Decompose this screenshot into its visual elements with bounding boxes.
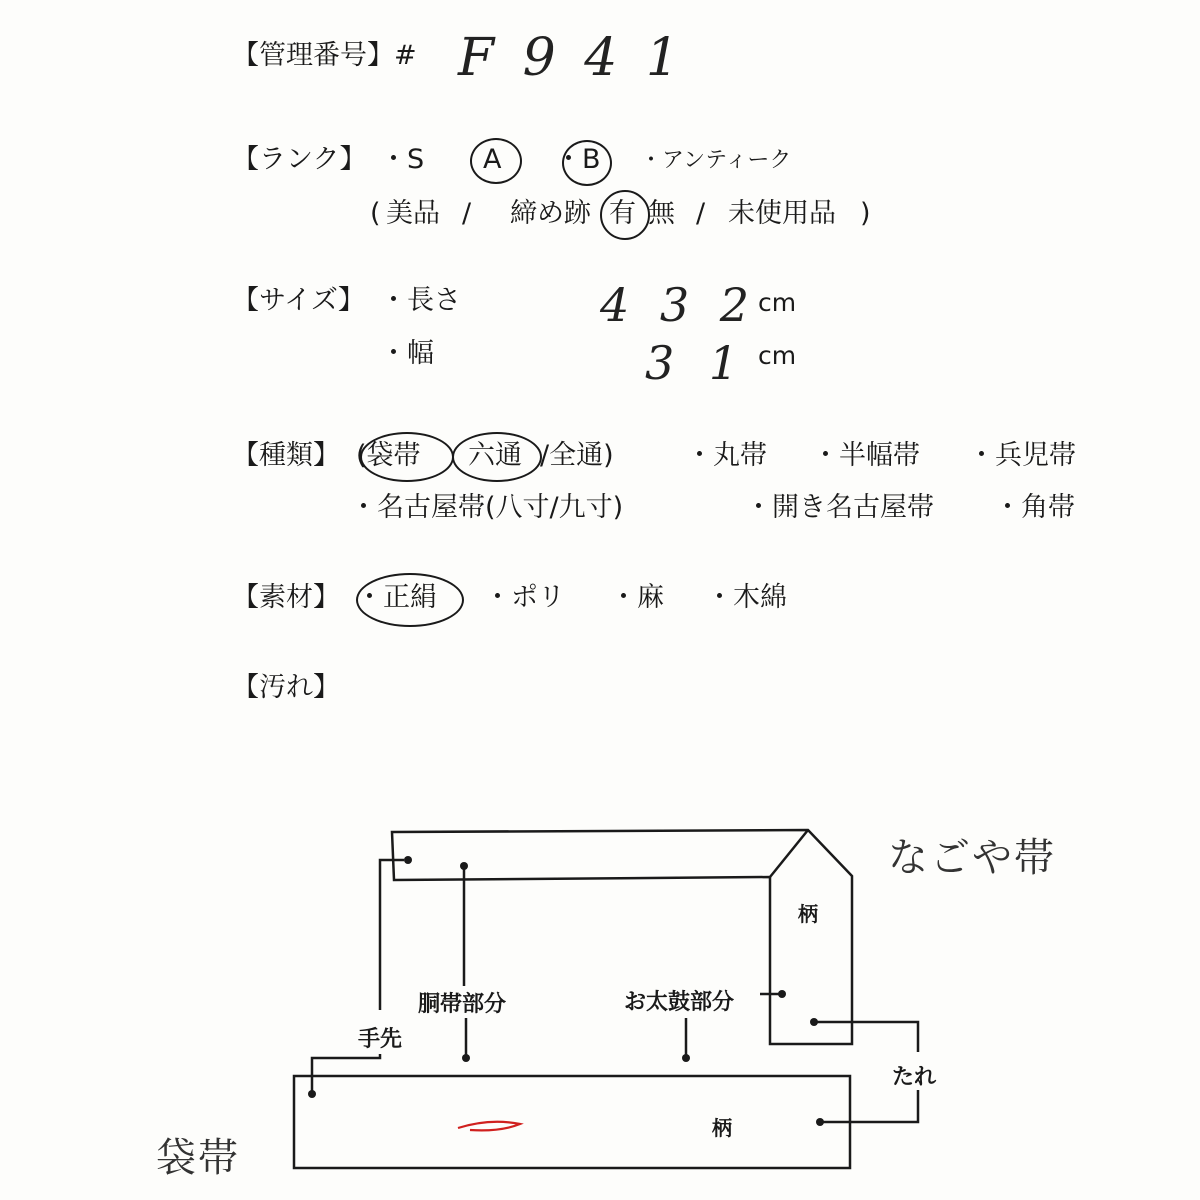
rank-sub-unused: 未使用品 (728, 198, 836, 229)
type-hanhaba: ・半幅帯 (812, 440, 920, 471)
size-length-value: 4 3 2 (600, 278, 758, 332)
size-length-unit: cm (758, 288, 797, 317)
tesaki-connector-lower (312, 1054, 380, 1092)
dot-otaiko-fukuro (682, 1054, 690, 1062)
rank-sub-slash-2: / (696, 198, 706, 229)
type-heko: ・兵児帯 (968, 440, 1076, 471)
rank-option-b: ・B (555, 144, 601, 175)
label-tare: たれ (892, 1065, 937, 1090)
stain-label: 【汚れ】 (232, 672, 340, 703)
fukuro-obi-title: 袋帯 (156, 1135, 240, 1181)
dot-tesaki-nagoya (404, 856, 412, 864)
label-tesaki: 手先 (358, 1027, 403, 1052)
dot-tare-nagoya (810, 1018, 818, 1026)
rank-sub-close: ) (860, 198, 871, 229)
stain-mark (458, 1122, 520, 1131)
rank-option-a: A (483, 144, 502, 175)
tare-connector-bottom (820, 1090, 918, 1122)
material-momen: ・木綿 (706, 582, 787, 613)
rank-sub-open: ( (370, 198, 381, 229)
size-width-unit: cm (758, 341, 797, 370)
material-poly: ・ポリ (484, 582, 565, 613)
dot-dou-fukuro (462, 1054, 470, 1062)
type-zentsu: /全通) (540, 440, 614, 471)
rank-option-antique: ・アンティーク (640, 148, 792, 173)
type-rokutsu: 六通 (468, 440, 522, 471)
label-dou: 胴帯部分 (418, 992, 507, 1017)
dot-dou-nagoya (460, 862, 468, 870)
nagoya-obi-fold (770, 830, 808, 877)
label-gara-nagoya: 柄 (798, 902, 818, 926)
rank-option-s: ・S (380, 144, 425, 175)
label-otaiko: お太鼓部分 (624, 990, 735, 1015)
tesaki-connector (380, 860, 404, 1010)
material-asa: ・麻 (610, 582, 664, 613)
size-label: 【サイズ】 (232, 285, 365, 316)
rank-sub-ari: 有 (609, 198, 636, 229)
size-width-label: ・幅 (380, 338, 434, 369)
tare-connector-top (814, 1022, 918, 1052)
material-shoken: ・正絹 (356, 582, 437, 613)
rank-sub-nashi: 無 (648, 198, 675, 229)
type-label: 【種類】 (232, 440, 340, 471)
type-hiraki-nagoya: ・開き名古屋帯 (745, 492, 934, 523)
rank-sub-bihin: 美品 (386, 198, 440, 229)
type-nagoya: ・名古屋帯(八寸/九寸) (350, 492, 624, 523)
fukuro-obi-outline (294, 1076, 850, 1168)
control-number-value: F 9 4 1 (458, 28, 685, 88)
control-number-label: 【管理番号】# (232, 40, 417, 71)
nagoya-obi-title: なごや帯 (888, 835, 1056, 881)
rank-label: 【ランク】 (232, 144, 367, 175)
dot-tesaki-fukuro (308, 1090, 316, 1098)
material-label: 【素材】 (232, 582, 340, 613)
dot-tare-fukuro (816, 1118, 824, 1126)
label-gara-fukuro: 柄 (712, 1116, 732, 1140)
size-length-label: ・長さ (380, 285, 461, 316)
size-width-value: 3 1 (645, 336, 749, 390)
rank-sub-slash-1: / (462, 198, 472, 229)
type-maru: ・丸帯 (686, 440, 767, 471)
rank-sub-shimeato: 締め跡 (510, 198, 591, 229)
dot-otaiko-nagoya (778, 990, 786, 998)
type-fukuro: (袋帯 (356, 440, 421, 471)
type-kaku: ・角帯 (994, 492, 1075, 523)
